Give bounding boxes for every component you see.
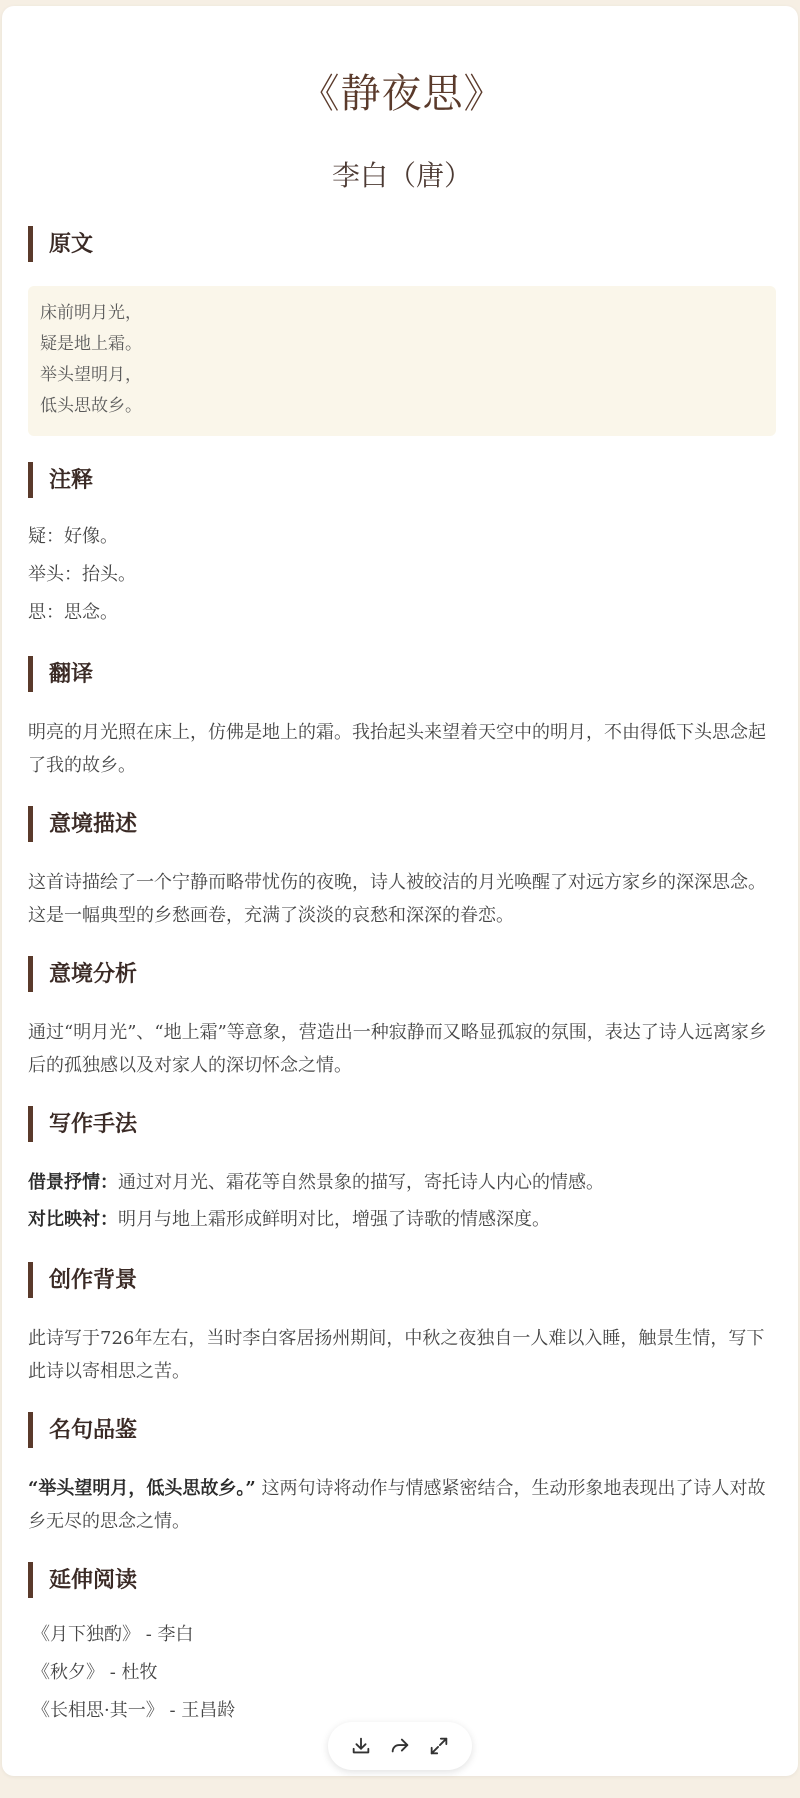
section-heading-further-reading: 延伸阅读 [28,1562,137,1598]
reading-item: 《月下独酌》 - 李白 [32,1624,194,1645]
reading-item: 《长相思·其一》 - 王昌龄 [32,1700,236,1721]
share-icon [389,1735,411,1757]
poem-line: 疑是地上霜。 [40,334,142,354]
section-heading-background: 创作背景 [28,1262,137,1298]
technique-term: 借景抒情： [28,1172,118,1193]
download-button[interactable] [348,1733,374,1759]
technique-desc: 明月与地上霜形成鲜明对比，增强了诗歌的情感深度。 [118,1209,550,1230]
poem-card [2,6,798,1776]
share-button[interactable] [387,1733,413,1759]
notes-list [28,518,776,632]
note-item: 思：思念。 [28,602,118,623]
famous-lines-commentary: 这两句诗将动作与情感紧密结合，生动形象地表现出了诗人对故乡无尽的思念之情。 [28,1478,766,1532]
note-item: 疑：好像。 [28,526,118,547]
imagery-analysis-text: 通过“明月光”、“地上霜”等意象，营造出一种寂静而又略显孤寂的氛围，表达了诗人远离家乡后的孤独感以及对家人的深切怀念之情。 [28,1022,767,1076]
reading-item: 《秋夕》 - 杜牧 [32,1662,158,1683]
section-heading-techniques: 写作手法 [28,1106,137,1142]
technique-desc: 通过对月光、霜花等自然景象的描写，寄托诗人内心的情感。 [118,1172,604,1193]
floating-toolbar [328,1722,472,1770]
section-heading-original: 原文 [28,226,93,262]
fullscreen-button[interactable] [426,1733,452,1759]
further-reading-list [28,1616,776,1730]
section-heading-notes: 注释 [28,462,93,498]
fullscreen-icon [428,1735,450,1757]
original-poem-box [28,286,776,436]
note-item: 举头：抬头。 [28,564,136,585]
download-icon [350,1735,372,1757]
technique-item [28,1201,776,1238]
poem-line: 低头思故乡。 [40,396,142,416]
poem-line: 床前明月光， [40,303,142,323]
famous-lines-text [28,1472,776,1538]
technique-item [28,1164,776,1201]
techniques-list [28,1164,776,1238]
translation-text: 明亮的月光照在床上，仿佛是地上的霜。我抬起头来望着天空中的明月，不由得低下头思念起了我的故乡。 [28,722,766,776]
poem-line: 举头望明月， [40,365,142,385]
imagery-description-text: 这首诗描绘了一个宁静而略带忧伤的夜晚，诗人被皎洁的月光唤醒了对远方家乡的深深思念。这是一幅典型的乡愁画卷，充满了淡淡的哀愁和深深的眷恋。 [28,872,766,926]
background-text: 此诗写于726年左右，当时李白客居扬州期间，中秋之夜独自一人难以入睡，触景生情，写下此诗以寄相思之苦。 [28,1328,765,1382]
section-heading-translation: 翻译 [28,656,93,692]
technique-term: 对比映衬： [28,1209,118,1230]
poem-author: 李白（唐） [331,159,472,192]
section-heading-imagery-analysis: 意境分析 [28,956,137,992]
poem-title: 《静夜思》 [299,71,505,117]
section-heading-imagery-description: 意境描述 [28,806,137,842]
section-heading-famous-lines: 名句品鉴 [28,1412,137,1448]
famous-quote: “举头望明月，低头思故乡。” [28,1478,256,1499]
